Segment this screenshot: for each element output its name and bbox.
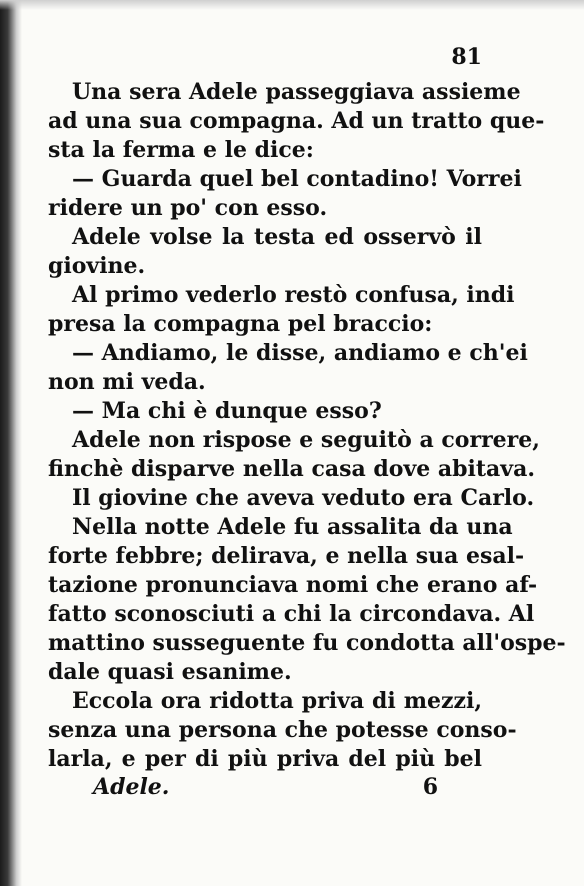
text-line: forte febbre; delirava, e nella sua esal- — [48, 543, 525, 569]
page-number: 81 — [451, 44, 482, 70]
text-line: — Andiamo, le disse, andiamo e ch'ei — [72, 340, 528, 366]
text-line: — Guarda quel bel contadino! Vorrei — [72, 166, 522, 192]
text-line: Adele non rispose e seguitò a correre, — [72, 427, 540, 453]
text-line: — Ma chi è dunque esso? — [72, 398, 382, 424]
text-line: ridere un po' con esso. — [48, 195, 328, 221]
text-line: senza una persona che potesse conso- — [48, 717, 517, 743]
page-top-shadow — [0, 0, 584, 10]
text-line: tazione pronunciava nomi che erano af- — [48, 572, 538, 598]
page-binding-shadow — [0, 0, 22, 886]
text-line: giovine. — [48, 253, 146, 279]
text-line: non mi veda. — [48, 369, 206, 395]
text-line: Una sera Adele passeggiava assieme — [72, 79, 521, 105]
text-line: Nella notte Adele fu assalita da una — [72, 514, 513, 540]
text-line: larla, e per di più priva del più bel — [48, 746, 482, 772]
text-line: fatto sconosciuti a chi la circondava. Al — [48, 601, 535, 627]
text-line: mattino susseguente fu condotta all'ospe- — [48, 630, 566, 656]
text-line: ad una sua compagna. Ad un tratto que- — [48, 108, 545, 134]
footer-signature: 6 — [422, 774, 438, 800]
text-line: finchè disparve nella casa dove abitava. — [48, 456, 536, 482]
text-line: sta la ferma e le dice: — [48, 137, 314, 163]
text-line: Il giovine che aveva veduto era Carlo. — [72, 485, 535, 511]
body-text — [48, 78, 566, 774]
footer-title: Adele. — [93, 774, 170, 800]
text-line: dale quasi esanime. — [48, 659, 292, 685]
text-line: Adele volse la testa ed osservò il — [72, 224, 482, 250]
text-line: presa la compagna pel braccio: — [48, 311, 433, 337]
text-line: Al primo vederlo restò confusa, indi — [72, 282, 515, 308]
text-line: Eccola ora ridotta priva di mezzi, — [72, 688, 482, 714]
